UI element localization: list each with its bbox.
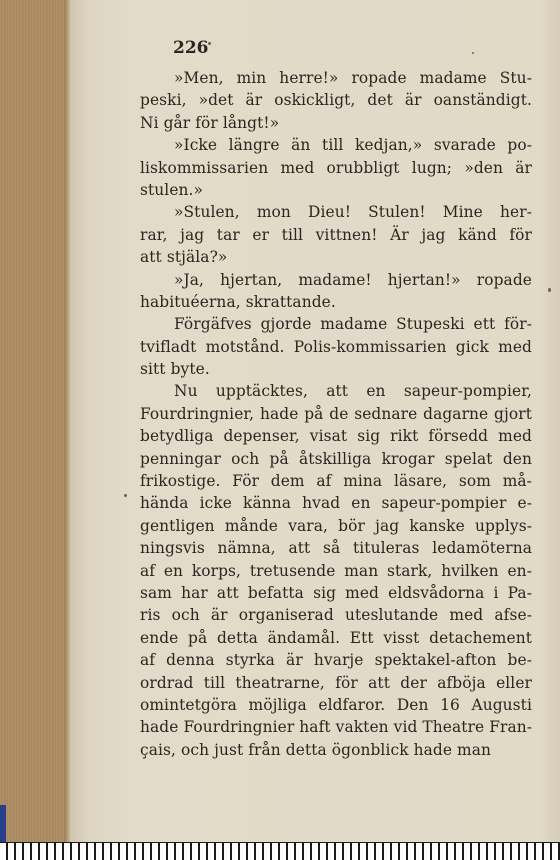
text-line: ende på detta ändamål. Ett visst detachement bbox=[140, 628, 532, 647]
text-line: af denna styrka är hvarje spektakel-afton be- bbox=[140, 651, 532, 670]
page-number: 226 bbox=[173, 38, 209, 58]
blue-cover-strip bbox=[0, 805, 6, 842]
paper-speck bbox=[472, 52, 474, 54]
text-line: sitt byte. bbox=[140, 360, 210, 379]
text-line: liskommissarien med orubbligt lugn; »den är bbox=[140, 158, 532, 177]
text-line: gentligen månde vara, bör jag kanske upplys- bbox=[140, 516, 532, 535]
text-line: habituéerna, skrattande. bbox=[140, 292, 336, 311]
paragraph bbox=[140, 269, 532, 314]
text-line: ningsvis nämna, att så tituleras ledamöterna bbox=[140, 539, 532, 558]
paper-speck bbox=[548, 288, 551, 292]
text-line: »Stulen, mon Dieu! Stulen! Mine her- bbox=[174, 203, 532, 222]
text-line: ordrad till theatrarne, för att der afböja eller bbox=[140, 673, 532, 692]
text-line: Ni går för långt!» bbox=[140, 113, 280, 132]
text-line: Fourdringnier, hade på de sednare dagarne gjort bbox=[140, 404, 532, 423]
text-line: tvifladt motstånd. Polis-kommissarien gick med bbox=[140, 337, 532, 356]
text-line: betydliga depenser, visat sig rikt försedd med bbox=[140, 427, 532, 446]
text-line: frikostige. För dem af mina läsare, som må- bbox=[140, 472, 532, 491]
paragraph bbox=[140, 313, 532, 380]
paragraph bbox=[140, 67, 532, 134]
page-body-text bbox=[140, 67, 532, 761]
text-line: rar, jag tar er till vittnen! Är jag känd för bbox=[140, 225, 532, 244]
text-line: Förgäfves gjorde madame Stupeski ett för- bbox=[174, 315, 532, 334]
text-line: çais, och just från detta ögonblick hade man bbox=[140, 740, 492, 759]
text-line: penningar och på åtskilliga krogar spelat den bbox=[140, 449, 532, 468]
text-line: omintetgöra möjliga eldfaror. Den 16 Augusti bbox=[140, 695, 532, 714]
text-line: sam har att befatta sig med eldsvådorna i Pa- bbox=[140, 583, 532, 602]
paragraph bbox=[140, 201, 532, 268]
scan-ruler bbox=[0, 842, 560, 860]
paper-speck bbox=[124, 494, 127, 497]
text-line: af en korps, tretusende man stark, hvilken en- bbox=[140, 561, 532, 580]
text-line: Nu upptäcktes, att en sapeur-pompier, bbox=[174, 382, 532, 401]
text-line: peski, »det är oskickligt, det är oanständigt. bbox=[140, 91, 532, 110]
book-page-edges bbox=[0, 0, 70, 842]
paragraph bbox=[140, 380, 532, 761]
text-line: hade Fourdringnier haft vakten vid Theatre Fran- bbox=[140, 718, 533, 737]
text-line: hända icke känna hvad en sapeur-pompier e- bbox=[140, 494, 532, 513]
text-line: ris och är organiserad uteslutande med afse- bbox=[140, 606, 532, 625]
paragraph bbox=[140, 134, 532, 201]
text-line: »Men, min herre!» ropade madame Stu- bbox=[174, 69, 532, 87]
text-line: »Ja, hjertan, madame! hjertan!» ropade bbox=[174, 270, 532, 289]
text-line: stulen.» bbox=[140, 180, 204, 199]
text-line: »Icke längre än till kedjan,» svarade po- bbox=[174, 136, 532, 155]
text-line: att stjäla?» bbox=[140, 248, 228, 267]
